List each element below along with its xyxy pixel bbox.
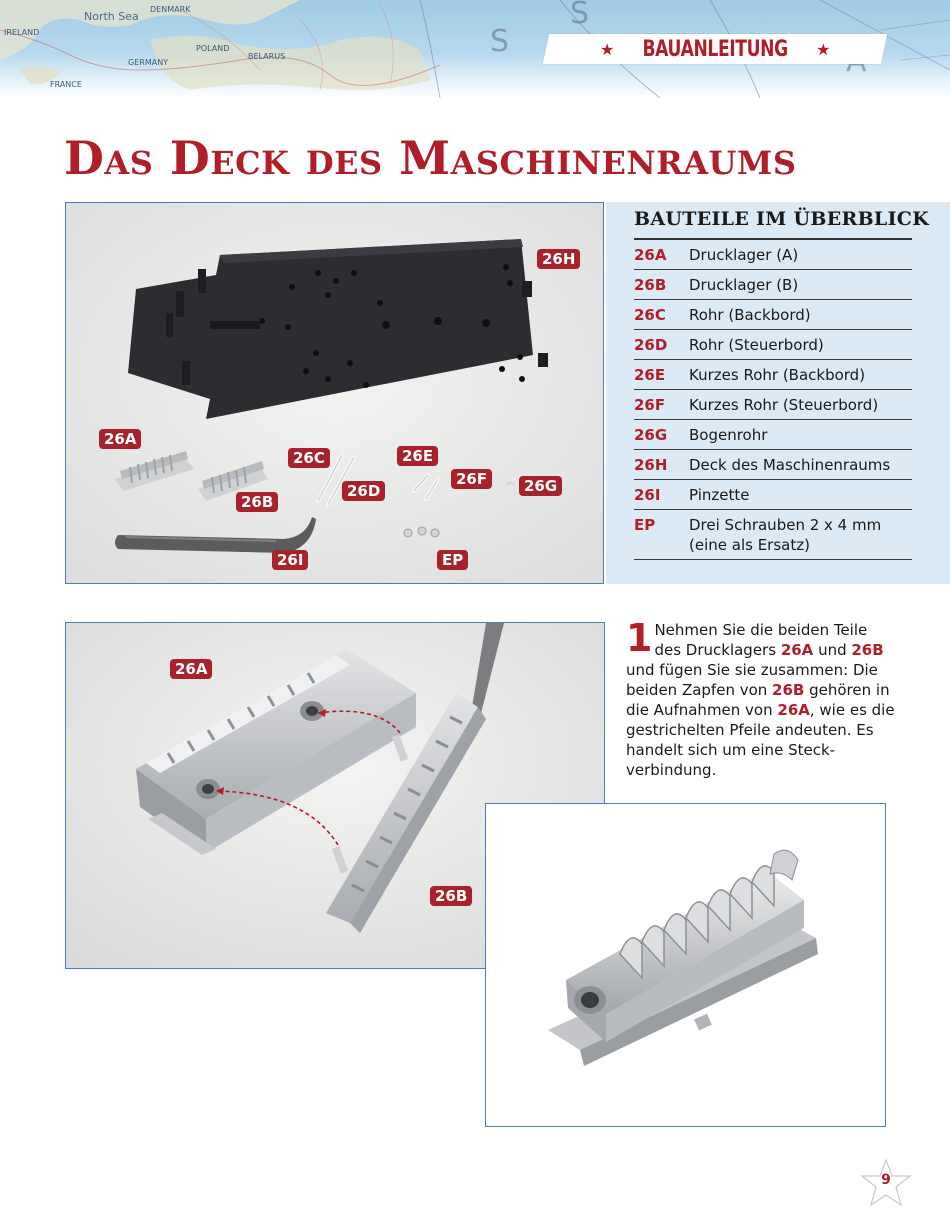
part-code: 26F (634, 396, 666, 414)
parts-list-item (634, 240, 912, 270)
parts-list-item (634, 480, 912, 510)
map-label: North Sea (84, 10, 139, 23)
map-label: BELARUS (248, 52, 286, 61)
part-reference: 26B (772, 681, 805, 699)
part-tag-26i: 26I (272, 550, 308, 570)
header-map-banner (0, 0, 950, 98)
part-tag-26f: 26F (451, 469, 492, 489)
part-code: 26D (634, 336, 668, 354)
parts-list-item (634, 330, 912, 360)
part-code: 26I (634, 486, 661, 504)
part-code: 26H (634, 456, 668, 474)
page-number: 9 (881, 1172, 891, 1188)
parts-overview-title: BAUTEILE IM ÜBERBLICK (634, 208, 930, 230)
map-label: GERMANY (128, 58, 169, 67)
star-icon: ★ (599, 39, 614, 59)
step-text: Nehmen Sie die beiden Teile des Drucklagers (654, 621, 868, 659)
part-name: Drucklager (B) (689, 276, 799, 294)
step-text: und (813, 641, 852, 659)
part-name: Drucklager (A) (689, 246, 799, 264)
part-reference: 26B (851, 641, 884, 659)
part-name: Rohr (Backbord) (689, 306, 811, 324)
part-tag-26b: 26B (236, 492, 278, 512)
step-1-instructions (626, 616, 896, 780)
part-reference: 26A (777, 701, 810, 719)
part-tag-ep: EP (437, 550, 468, 570)
part-name: Drei Schrauben 2 x 4 mm (eine als Ersatz) (689, 516, 882, 554)
parts-overview-panel (606, 202, 950, 584)
part-tag-26g: 26G (519, 476, 562, 496)
part-tag-26c: 26C (288, 448, 330, 468)
step-text: gehören in die Aufnahmen von (626, 681, 890, 719)
part-tag-26a: 26A (99, 429, 141, 449)
part-code: 26G (634, 426, 668, 444)
parts-list-item (634, 360, 912, 390)
part-code: 26A (634, 246, 667, 264)
parts-list-item (634, 450, 912, 480)
part-tag-26h: 26H (537, 249, 580, 269)
header-ribbon-label (546, 34, 884, 64)
parts-list-item (634, 510, 912, 560)
parts-photo (65, 202, 604, 584)
parts-illustration (66, 203, 604, 584)
map-label: FRANCE (50, 80, 82, 89)
part-tag-26d: 26D (342, 481, 385, 501)
part-code: 26C (634, 306, 666, 324)
map-label: POLAND (196, 44, 230, 53)
parts-list-item (634, 300, 912, 330)
part-code: EP (634, 516, 656, 534)
part-code: 26E (634, 366, 666, 384)
part-code: 26B (634, 276, 667, 294)
parts-list-item (634, 390, 912, 420)
map-label: DENMARK (150, 5, 191, 14)
parts-list (634, 240, 912, 560)
parts-list-item (634, 270, 912, 300)
part-name: Deck des Maschinenraums (689, 456, 891, 474)
result-photo (485, 803, 886, 1127)
part-tag-26a: 26A (170, 659, 212, 679)
parts-list-item (634, 420, 912, 450)
part-name: Kurzes Rohr (Steuerbord) (689, 396, 879, 414)
part-tag-26e: 26E (397, 446, 438, 466)
part-name: Bogenrohr (689, 426, 768, 444)
section-label: BAUANLEITUNG (642, 36, 788, 62)
step-text: , wie es die gestrichelten Pfeile andeuten. Es handelt sich um eine Steck-verbindung. (626, 701, 895, 779)
map-letter: S (490, 24, 510, 59)
step-number: 1 (626, 616, 653, 660)
part-name: Pinzette (689, 486, 750, 504)
result-illustration (486, 804, 886, 1127)
page-title: Das Deck des Maschinenraums (64, 131, 797, 185)
star-icon: ★ (816, 39, 830, 59)
map-letter: S (570, 0, 590, 31)
part-name: Rohr (Steuerbord) (689, 336, 824, 354)
part-reference: 26A (780, 641, 814, 659)
part-name: Kurzes Rohr (Backbord) (689, 366, 866, 384)
map-label: IRELAND (4, 28, 40, 37)
step-text: und fügen Sie sie zusammen: Die beiden Zapfen von (626, 661, 878, 699)
part-tag-26b: 26B (430, 886, 472, 906)
